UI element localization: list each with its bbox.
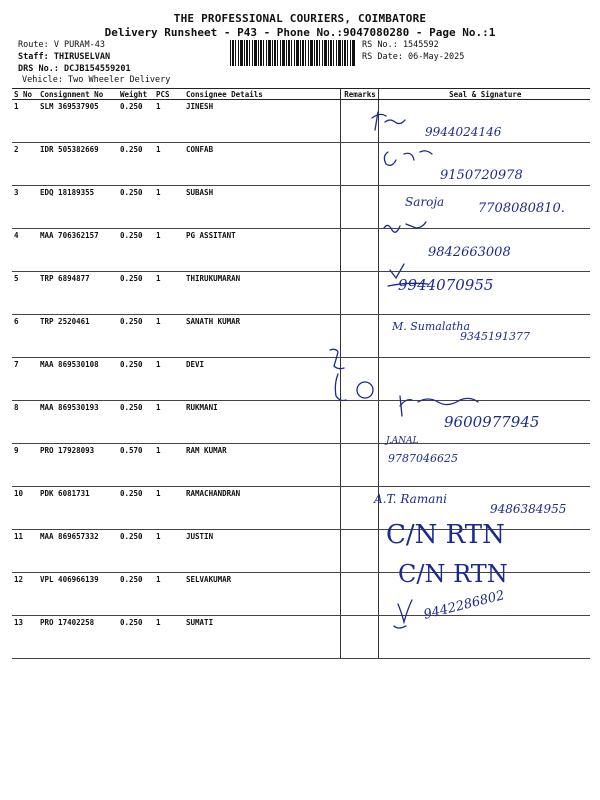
handwritten-phone-3: 7708080810. — [478, 201, 565, 216]
cell-weight: 0.250 — [118, 100, 154, 143]
cell-consignee: CONFAB — [184, 143, 340, 186]
cell-consignee: RAM KUMAR — [184, 444, 340, 487]
col-header-weight: Weight — [118, 89, 154, 100]
cell-pcs: 1 — [154, 229, 184, 272]
col-header-signature: Seal & Signature — [378, 89, 590, 100]
cell-consignment: MAA 869530193 — [38, 401, 118, 444]
company-name: THE PROFESSIONAL COURIERS, COIMBATORE — [173, 12, 427, 25]
cell-consignment: TRP 6894877 — [38, 272, 118, 315]
cell-consignee: JINESH — [184, 100, 340, 143]
col-header-remarks: Remarks — [340, 89, 378, 100]
rs-number: RS No.: 1545592 — [362, 40, 439, 50]
cell-consignee: THIRUKUMARAN — [184, 272, 340, 315]
cell-consignment: SLM 369537905 — [38, 100, 118, 143]
cell-consignment: EDQ 18189355 — [38, 186, 118, 229]
cell-weight: 0.250 — [118, 358, 154, 401]
cell-sno: 11 — [12, 530, 38, 573]
handwritten-phone-4: 9842663008 — [428, 245, 511, 260]
col-header-sno: S No — [12, 89, 38, 100]
cell-sno: 13 — [12, 616, 38, 659]
cell-weight: 0.250 — [118, 315, 154, 358]
signature-scribble — [384, 151, 432, 165]
cell-pcs: 1 — [154, 272, 184, 315]
col-header-consignment: Consignment No — [38, 89, 118, 100]
signature-scribble — [400, 396, 478, 416]
cell-weight: 0.570 — [118, 444, 154, 487]
cell-consignment: PDK 6081731 — [38, 487, 118, 530]
handwritten-phone-10: 9486384955 — [490, 502, 567, 516]
cell-pcs: 1 — [154, 573, 184, 616]
cell-consignment: MAA 869657332 — [38, 530, 118, 573]
cell-consignee: SANATH KUMAR — [184, 315, 340, 358]
cell-weight: 0.250 — [118, 272, 154, 315]
handwritten-phone-6: 9345191377 — [460, 330, 530, 343]
cell-pcs: 1 — [154, 530, 184, 573]
cell-consignment: PRO 17402258 — [38, 616, 118, 659]
signature-scribble — [394, 600, 412, 628]
cell-consignee: PG ASSITANT — [184, 229, 340, 272]
handwritten-phone-5: 9944070955 — [398, 276, 494, 294]
cell-weight: 0.250 — [118, 616, 154, 659]
cell-weight: 0.250 — [118, 401, 154, 444]
cell-sno: 2 — [12, 143, 38, 186]
signature-scribble — [388, 264, 428, 286]
cell-weight: 0.250 — [118, 573, 154, 616]
cell-consignee: SELVAKUMAR — [184, 573, 340, 616]
cell-pcs: 1 — [154, 487, 184, 530]
signature-scribble — [372, 112, 405, 130]
cell-sno: 12 — [12, 573, 38, 616]
cell-weight: 0.250 — [118, 530, 154, 573]
cell-sno: 4 — [12, 229, 38, 272]
cell-pcs: 1 — [154, 100, 184, 143]
col-header-pcs: PCS — [154, 89, 184, 100]
cell-consignee: SUBASH — [184, 186, 340, 229]
cell-consignee: RAMACHANDRAN — [184, 487, 340, 530]
cell-consignee: DEVI — [184, 358, 340, 401]
cell-consignment: VPL 406966139 — [38, 573, 118, 616]
cell-pcs: 1 — [154, 186, 184, 229]
handwritten-phone-2: 9150720978 — [440, 168, 523, 183]
cell-consignee: SUMATI — [184, 616, 340, 659]
signature-scribble — [384, 222, 426, 232]
cell-sno: 6 — [12, 315, 38, 358]
cell-consignee: RUKMANI — [184, 401, 340, 444]
cell-sno: 1 — [12, 100, 38, 143]
cell-pcs: 1 — [154, 401, 184, 444]
cell-weight: 0.250 — [118, 487, 154, 530]
cell-weight: 0.250 — [118, 143, 154, 186]
cell-weight: 0.250 — [118, 186, 154, 229]
circle-mark — [357, 382, 373, 398]
cell-pcs: 1 — [154, 315, 184, 358]
cell-consignment: IDR 505382669 — [38, 143, 118, 186]
cell-sno: 9 — [12, 444, 38, 487]
cell-pcs: 1 — [154, 143, 184, 186]
cell-sno: 7 — [12, 358, 38, 401]
col-header-consignee: Consignee Details — [184, 89, 340, 100]
cell-consignment: PRO 17928093 — [38, 444, 118, 487]
bracket-mark — [330, 349, 346, 400]
cell-sno: 5 — [12, 272, 38, 315]
staff-label: Staff: THIRUSELVAN — [18, 52, 111, 62]
handwritten-phone-1: 9944024146 — [425, 125, 502, 139]
cell-weight: 0.250 — [118, 229, 154, 272]
handwritten-name-10: A.T. Ramani — [374, 492, 447, 506]
route-label: Route: V PURAM-43 — [18, 40, 105, 50]
cell-consignee: JUSTIN — [184, 530, 340, 573]
cell-sno: 3 — [12, 186, 38, 229]
handwritten-note-11: C/N RTN — [386, 520, 505, 550]
cell-pcs: 1 — [154, 616, 184, 659]
handwritten-phone-9: 9787046625 — [388, 452, 458, 465]
handwritten-note-12: C/N RTN — [398, 560, 508, 588]
handwritten-phone-13: 9442286802 — [422, 588, 507, 623]
handwritten-name-3: Saroja — [405, 195, 445, 209]
cell-sno: 10 — [12, 487, 38, 530]
handwritten-name-6: M. Sumalatha — [392, 320, 471, 333]
cell-pcs: 1 — [154, 444, 184, 487]
drs-label: DRS No.: DCJB154559201 — [18, 64, 131, 74]
cell-consignment: MAA 869530108 — [38, 358, 118, 401]
cell-consignment: TRP 2520461 — [38, 315, 118, 358]
cell-sno: 8 — [12, 401, 38, 444]
runsheet-title: Delivery Runsheet - P43 - Phone No.:9047080280 - Page No.:1 — [104, 26, 496, 39]
vehicle-label: Vehicle: Two Wheeler Delivery — [22, 75, 171, 85]
rs-date: RS Date: 06-May-2025 — [362, 52, 465, 62]
handwritten-name-9: J.ANAL — [386, 436, 419, 446]
cell-pcs: 1 — [154, 358, 184, 401]
cell-consignment: MAA 706362157 — [38, 229, 118, 272]
handwritten-phone-8: 9600977945 — [444, 413, 540, 431]
